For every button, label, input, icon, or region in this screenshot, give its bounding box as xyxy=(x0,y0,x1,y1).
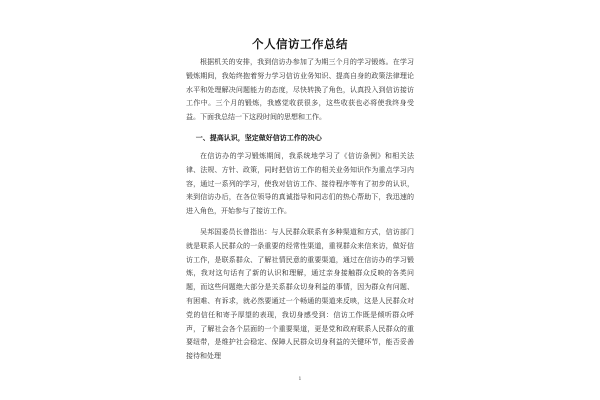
section-paragraph: 在信访办的学习锻炼期间，我系统地学习了《信访条例》和相关法律、法规、方针、政策，同时把信访工作的相关业务知识作为重点学习内容，通过一系列的学习，使我对信访工作、接待程序等有了初步的认识，来到信访办后，在各位领导的真诚指导和同志们的热心帮助下，我迅速的进入角色，开始参与了接访工作。 xyxy=(186,151,414,216)
page-number: 1 xyxy=(298,376,302,382)
document-title: 个人信访工作总结 xyxy=(252,37,348,51)
section-heading: 一、提高认识，坚定做好信访工作的决心 xyxy=(195,133,322,142)
intro-paragraph: 根据机关的安排，我到信访办参加了为期三个月的学习锻炼。在学习锻炼期间，我始终抱着努力学习信访业务知识、提高自身的政策法律理论水平和处理解决问题能力的态度，尽快转换了角色，认真投入到信访接访工作中。三个月的锻炼，我感觉收获很多，这些收获也必将使我终身受益。下面我总结一下这段时间的思想和工作。 xyxy=(186,58,414,122)
section-paragraph: 吴邦国委员长曾指出：与人民群众联系有多种渠道和方式，信访部门就是联系人民群众的一条重要的经常性渠道，重视群众来信来访，做好信访工作，是联系群众、了解社情民意的重要渠道，通过在信访办的学习锻炼，我对这句话有了新的认识和理解，通过亲身接触群众反映的各类问题，而这些问题绝大部分是关系群众切身利益的事情，因为群众有问题、有困难、有诉求，就必然要通过一个畅通的渠道来反映，这是人民群众对党的信任和寄予厚望的表现，我切身感受到：信访工作既是倾听群众呼声，了解社会各个层面的一个重要渠道，更是党和政府联系人民群众的重要纽带，是维护社会稳定、保障人民群众切身利益的关键环节，能否妥善接待和处理 xyxy=(186,227,414,361)
document-body xyxy=(186,56,414,371)
